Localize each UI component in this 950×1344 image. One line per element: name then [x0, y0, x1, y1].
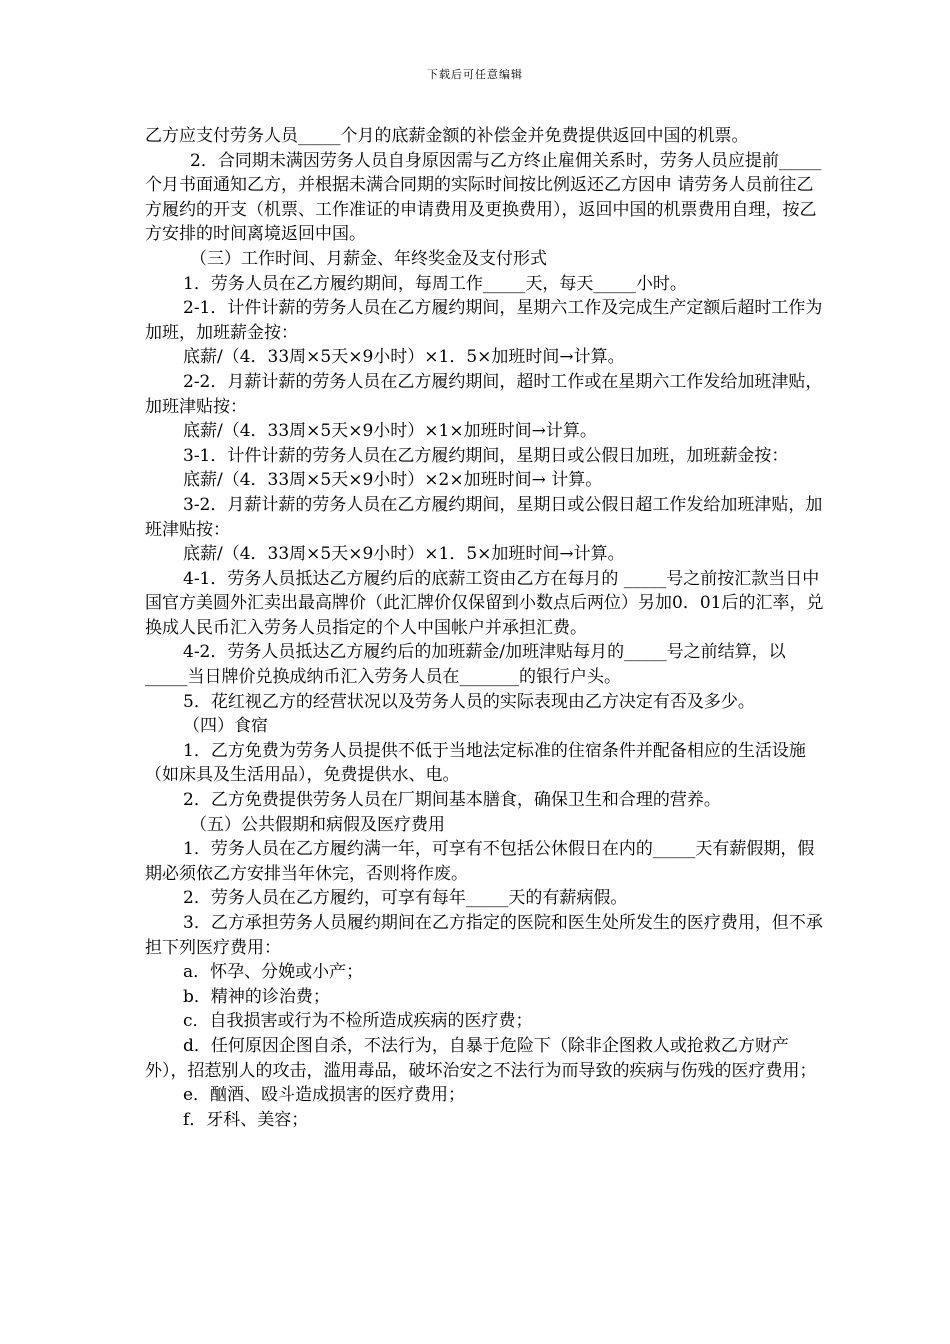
paragraph: 2．合同期未满因劳务人员自身原因需与乙方终止雇佣关系时，劳务人员应提前_____个月书面通知乙方，并根据未满合同期的实际时间按比例返还乙方因申 请劳务人员前往乙方履约的开支（机票、工作准证的申请费用及更换费用），返回中国的机票费用自理，按乙方安排的时间离境返回中国。: [145, 150, 822, 245]
paragraph: 2．乙方免费提供劳务人员在厂期间基本膳食，确保卫生和合理的营养。: [183, 790, 721, 811]
document-body: [145, 124, 825, 1132]
list-item: e．酗酒、殴斗造成损害的医疗费用；: [183, 1085, 466, 1106]
list-item: a．怀孕、分娩或小产；: [183, 962, 364, 983]
formula: 底薪/（4．33周×5天×9小时）×1．5×加班时间→计算。: [183, 347, 625, 368]
paragraph: 1．劳务人员在乙方履约满一年，可享有不包括公休假日在内的_____天有薪假期，假期必须依乙方安排当年休完，否则将作废。: [145, 839, 815, 884]
formula: 底薪/（4．33周×5天×9小时）×1．5×加班时间→计算。: [183, 544, 625, 565]
paragraph: 5．花红视乙方的经营状况以及劳务人员的实际表现由乙方决定有否及多少。: [183, 691, 755, 712]
section-heading: （三）工作时间、月薪金、年终奖金及支付形式: [190, 248, 547, 269]
paragraph: 2．劳务人员在乙方履约，可享有每年_____天的有薪病假。: [183, 888, 628, 909]
list-item: d．任何原因企图自杀，不法行为，自暴于危险下（除非企图救人或抢救乙方财产外），招惹别人的攻击，滥用毒品，破坏治安之不法行为而导致的疾病与伤残的医疗费用；: [145, 1035, 817, 1081]
paragraph: 1．劳务人员在乙方履约期间，每周工作_____天，每天_____小时。: [183, 273, 687, 294]
list-item: b．精神的诊治费；: [183, 986, 330, 1007]
paragraph: 4-2．劳务人员抵达乙方履约后的加班薪金/加班津贴每月的_____号之前结算，以_____当日牌价兑换成纳币汇入劳务人员在_______的银行户头。: [145, 642, 786, 688]
formula: 底薪/（4．33周×5天×9小时）×1×加班时间→计算。: [183, 421, 597, 442]
section-heading: （五）公共假期和病假及医疗费用: [190, 814, 445, 835]
paragraph: 3-1．计件计薪的劳务人员在乙方履约期间，星期日或公假日加班，加班薪金按：: [183, 445, 789, 466]
list-item: f．牙科、美容；: [183, 1109, 309, 1130]
paragraph: 乙方应支付劳务人员_____个月的底薪金额的补偿金并免费提供返回中国的机票。: [145, 126, 749, 146]
paragraph: 2-2．月薪计薪的劳务人员在乙方履约期间，超时工作或在星期六工作发给加班津贴，加班津贴按：: [145, 371, 823, 417]
paragraph: 3-2．月薪计薪的劳务人员在乙方履约期间，星期日或公假日超工作发给加班津贴，加班津贴按：: [145, 494, 823, 540]
paragraph: 1．乙方免费为劳务人员提供不低于当地法定标准的住宿条件并配备相应的生活设施（如床具及生活用品），免费提供水、电。: [145, 740, 806, 786]
list-item: c．自我损害或行为不检所造成疾病的医疗费；: [183, 1011, 533, 1032]
section-heading: （四）食宿: [183, 716, 268, 737]
paragraph: 3．乙方承担劳务人员履约期间在乙方指定的医院和医生处所发生的医疗费用，但不承担下列医疗费用：: [145, 913, 823, 958]
page-header: 下载后可任意编辑: [427, 68, 523, 81]
paragraph: 4-1．劳务人员抵达乙方履约后的底薪工资由乙方在每月的 _____号之前按汇款当日中国官方美圆外汇卖出最高牌价（此汇牌价仅保留到小数点后两位）另加0．01后的汇率，兑换成人民币汇入劳务人员指定的个人中国帐户并承担汇费。: [145, 568, 824, 638]
paragraph: 2-1．计件计薪的劳务人员在乙方履约期间，星期六工作及完成生产定额后超时工作为加班，加班薪金按：: [145, 298, 823, 343]
formula: 底薪/（4．33周×5天×9小时）×2×加班时间→ 计算。: [183, 470, 603, 491]
